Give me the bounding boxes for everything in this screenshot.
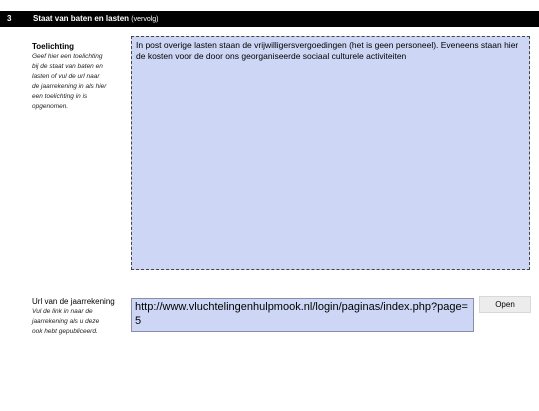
section-header (0, 11, 539, 27)
section-number: 3 (7, 14, 12, 23)
jaarrekening-label: Url van de jaarrekening (32, 297, 115, 306)
section-title-suffix: (vervolg) (131, 16, 159, 23)
jaarrekening-help-line: ook hebt gepubliceerd. (32, 328, 98, 335)
toelichting-textarea[interactable]: In post overige lasten staan de vrijwilligersvergoedingen (het is geen personeel). Eveneens staan hier de kosten voor de door ons georganiseerde sociaal culturele activiteiten (131, 36, 530, 270)
toelichting-label-block (32, 41, 122, 112)
jaarrekening-help-line: jaarrekening als u deze (32, 318, 100, 325)
toelichting-help-line: lasten of vul de url naar (32, 73, 100, 80)
toelichting-help-line: Geef hier een toelichting (32, 53, 103, 60)
toelichting-label: Toelichting (32, 42, 75, 51)
jaarrekening-url-input[interactable]: http://www.vluchtelingenhulpmook.nl/login/paginas/index.php?page=5 (131, 298, 474, 332)
section-title (33, 11, 159, 28)
toelichting-help-line: een toelichting in is (32, 93, 88, 100)
toelichting-help-line: opgenomen. (32, 103, 69, 110)
toelichting-help-line: de jaarrekening in als hier (32, 83, 107, 90)
open-url-button[interactable]: Open (479, 296, 531, 313)
section-title-text: Staat van baten en lasten (33, 14, 130, 23)
jaarrekening-label-block (32, 296, 122, 337)
toelichting-help-line: bij de staat van baten en (32, 63, 103, 70)
jaarrekening-help-line: Vul de link in naar de (32, 308, 93, 315)
